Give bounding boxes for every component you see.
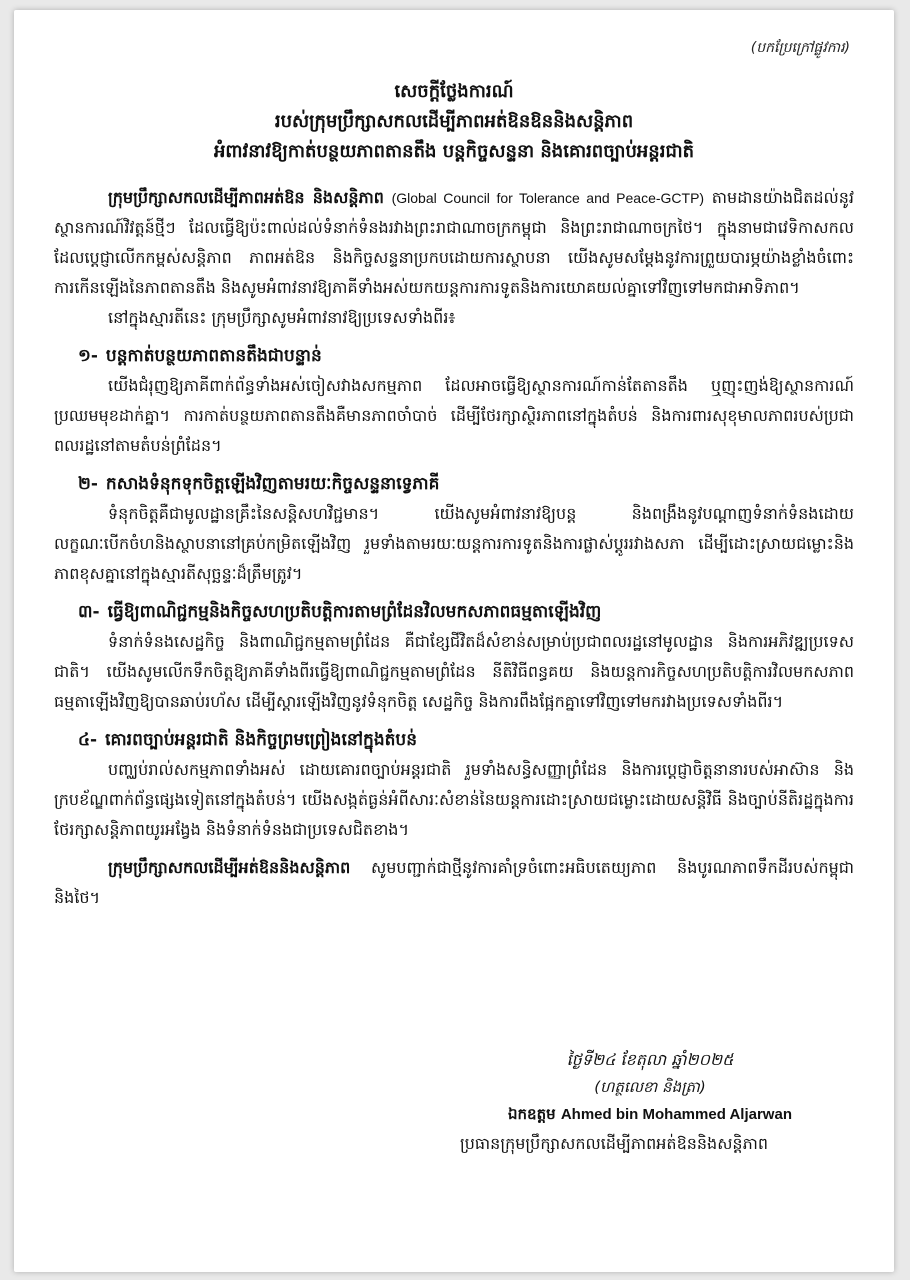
section-number: ២-	[78, 474, 98, 494]
signature-block	[460, 1046, 840, 1159]
section-heading	[78, 341, 854, 371]
context-paragraph: នៅក្នុងស្មារតីនេះ ក្រុមប្រឹក្សាសូមអំពាវនាវឱ្យប្រទេសទាំងពីរ៖	[108, 308, 456, 327]
intro-text: តាមដានយ៉ាងជិតដល់នូវស្ថានការណ៍វិវត្តន៍ថ្មីៗ ដែលធ្វើឱ្យប៉ះពាល់ដល់ទំនាក់ទំនងរវាងព្រះរាជាណាចក្រកម្ពុជា និងព្រះរាជាណាចក្រថៃ។ ក្នុងនាមជាវេទិកាសកលដែលប្តេជ្ញាលើកកម្ពស់សន្តិភាព ភាពអត់ឱន និងកិច្ចសន្ទនាប្រកបដោយការស្ថាបនា យើងសូមសម្តែងនូវការព្រួយបារម្ភយ៉ាងខ្លាំងចំពោះការកើនឡើងនៃភាពតានតឹង និងសូមអំពាវនាវឱ្យភាគីទាំងអស់យកយន្តការការទូតនិងការយោគយល់គ្នាទៅវិញទៅមកជាអាទិភាព។	[54, 188, 854, 297]
signature-note: (ហត្ថលេខា និងត្រា)	[594, 1078, 706, 1096]
document-content	[54, 38, 854, 913]
section-4	[54, 725, 854, 845]
section-2	[54, 469, 854, 589]
section-3	[54, 597, 854, 717]
title-line: អំពាវនាវឱ្យកាត់បន្ថយភាពតានតឹង បន្តកិច្ចសន្ទនា និងគោរពច្បាប់អន្តរជាតិ	[213, 141, 695, 162]
section-1	[54, 341, 854, 461]
signatory-role: ប្រធានក្រុមប្រឹក្សាសកលដើម្បីភាពអត់ឱននិងសន្តិភាព	[460, 1134, 768, 1153]
section-heading-text: បន្តកាត់បន្ថយភាពតានតឹងជាបន្ទាន់	[105, 346, 322, 366]
statement-title	[54, 77, 854, 167]
signature-date: ថ្ងៃទី២៤ ខែតុលា ឆ្នាំ២០២៥	[566, 1050, 734, 1069]
document-page	[14, 10, 894, 1272]
signatory-latin-name: Ahmed bin Mohammed Aljarwan	[560, 1106, 792, 1123]
section-number: ៣-	[78, 602, 100, 622]
section-heading-text: គោរពច្បាប់អន្តរជាតិ និងកិច្ចព្រមព្រៀងនៅក្នុងតំបន់	[105, 730, 417, 750]
signatory-title: ឯកឧត្តម	[508, 1105, 556, 1123]
section-body: បញ្ឈប់រាល់សកម្មភាពទាំងអស់ ដោយគោរពច្បាប់អន្តរជាតិ រួមទាំងសន្ធិសញ្ញាព្រំដែន និងការប្តេជ្ញាចិត្តនានារបស់អាស៊ាន និងក្របខ័ណ្ឌពាក់ព័ន្ធផ្សេងទៀតនៅក្នុងតំបន់។ យើងសង្កត់ធ្ងន់អំពីសារៈសំខាន់នៃយន្តការដោះស្រាយជម្លោះដោយសន្តិវិធី និងច្បាប់នីតិរដ្ឋក្នុងការថែរក្សាសន្តិភាពយូរអង្វែង និងទំនាក់ទំនងជាប្រទេសជិតខាង។	[54, 760, 854, 839]
section-heading-text: កសាងទំនុកទុកចិត្តឡើងវិញតាមរយៈកិច្ចសន្ទនាទ្វេភាគី	[105, 474, 440, 494]
title-line: របស់ក្រុមប្រឹក្សាសកលដើម្បីភាពអត់ឱនឱននិងសន្តិភាព	[274, 111, 634, 132]
section-body: ទំនុកចិត្តគឺជាមូលដ្ឋានគ្រឹះនៃសន្តិសហវិជ្ជមាន។ យើងសូមអំពាវនាវឱ្យបន្ត និងពង្រឹងនូវបណ្តាញទំនាក់ទំនងដោយលក្ខណៈបើកចំហនិងស្ថាបនានៅគ្រប់កម្រិតឡើងវិញ រួមទាំងតាមរយៈយន្តការការទូតនិងការផ្លាស់ប្តូររវាងសភា ដើម្បីដោះស្រាយជម្លោះនិងភាពខុសគ្នានៅក្នុងស្មារតីសុច្ឆន្ទៈដ៏ត្រឹមត្រូវ។	[54, 504, 854, 583]
section-heading	[78, 725, 854, 755]
closing-paragraph	[54, 853, 854, 913]
closing-lead: ក្រុមប្រឹក្សាសកលដើម្បីអត់ឱននិងសន្តិភាព	[108, 858, 351, 877]
signatory-name	[460, 1100, 840, 1129]
intro-paragraph	[54, 183, 854, 303]
title-line: សេចក្តីថ្លែងការណ៍	[394, 81, 514, 102]
section-heading	[78, 469, 854, 499]
closing-text: សូមបញ្ជាក់ជាថ្មីនូវការគាំទ្រចំពោះអធិបតេយ្យភាព និងបូរណភាពទឹកដីរបស់កម្ពុជា និងថៃ។	[54, 858, 854, 907]
section-body: ទំនាក់ទំនងសេដ្ឋកិច្ច និងពាណិជ្ជកម្មតាមព្រំដែន គឺជាខ្សែជីវិតដ៏សំខាន់សម្រាប់ប្រជាពលរដ្ឋនៅមូលដ្ឋាន និងការអភិវឌ្ឍប្រទេសជាតិ។ យើងសូមលើកទឹកចិត្តឱ្យភាគីទាំងពីរធ្វើឱ្យពាណិជ្ជកម្មតាមព្រំដែន នីតិវិធីពន្ធគយ និងយន្តការកិច្ចសហប្រតិបត្តិការវិលមកសភាពធម្មតាឡើងវិញឱ្យបានឆាប់រហ័ស ដើម្បីស្តារឡើងវិញនូវទំនុកចិត្ត សេដ្ឋកិច្ច និងការពឹងផ្អែកគ្នាទៅវិញទៅមករវាងប្រទេសទាំងពីរ។	[54, 632, 854, 711]
section-heading	[78, 597, 854, 627]
intro-lead: ក្រុមប្រឹក្សាសកលដើម្បីភាពអត់ឱន និងសន្តិភាព	[108, 188, 384, 207]
section-number: ១-	[78, 346, 98, 366]
translation-note: (បកប្រែក្រៅផ្លូវការ)	[750, 40, 850, 56]
section-heading-text: ធ្វើឱ្យពាណិជ្ជកម្មនិងកិច្ចសហប្រតិបត្តិការតាមព្រំដែនវិលមកសភាពធម្មតាឡើងវិញ	[107, 602, 602, 622]
section-body: យើងជំរុញឱ្យភាគីពាក់ព័ន្ធទាំងអស់ចៀសវាងសកម្មភាព ដែលអាចធ្វើឱ្យស្ថានការណ៍កាន់តែតានតឹង ឬញុះញង់ឱ្យស្ថានការណ៍ប្រឈមមុខដាក់គ្នា។ ការកាត់បន្ថយភាពតានតឹងគឺមានភាពចាំបាច់ ដើម្បីថែរក្សាស្ថិរភាពនៅក្នុងតំបន់ និងការពារសុខុមាលភាពរបស់ប្រជាពលរដ្ឋនៅតាមតំបន់ព្រំដែន។	[54, 376, 854, 455]
intro-latin-name: (Global Council for Tolerance and Peace-GCTP)	[391, 190, 705, 206]
section-number: ៤-	[78, 730, 98, 750]
